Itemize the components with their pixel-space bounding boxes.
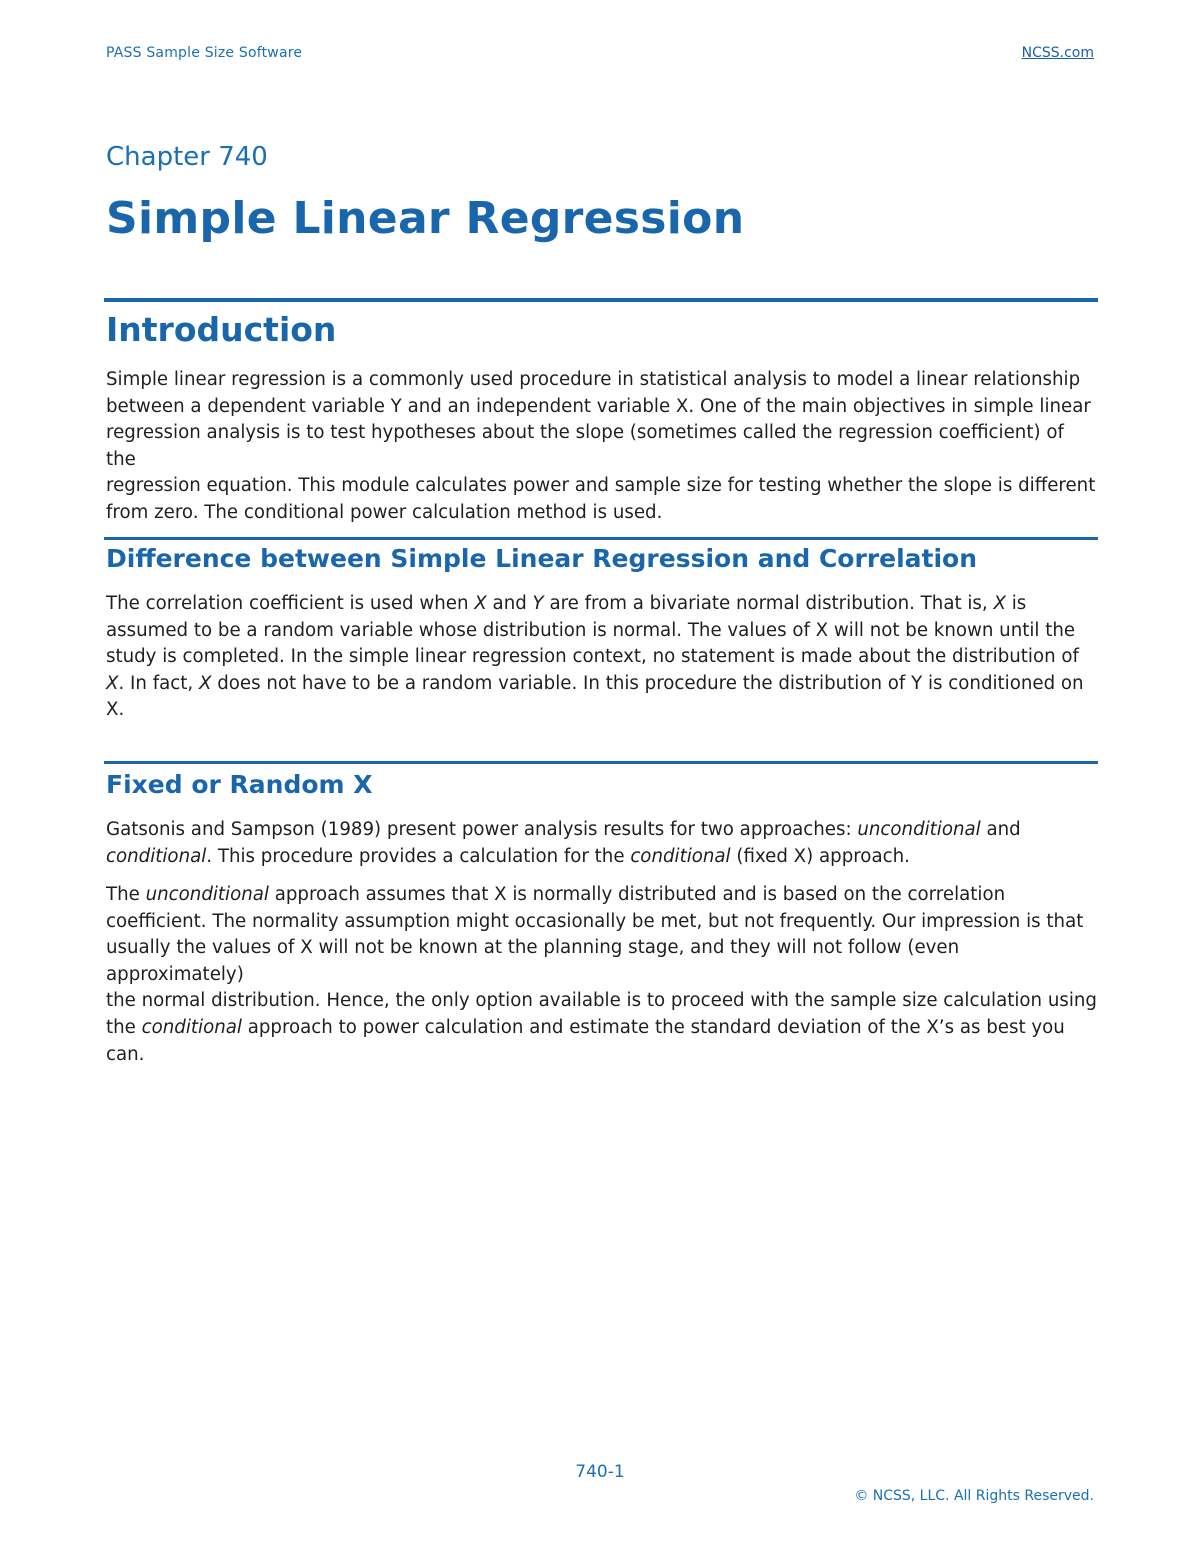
section-heading-fixed-or-random: Fixed or Random X	[106, 770, 373, 799]
chapter-number: Chapter 740	[106, 142, 268, 172]
text-line: regression analysis is to test hypotheses about the slope (sometimes called the regression coefficient) of the	[106, 422, 1064, 470]
text-line: X. In fact, X does not have to be a random variable. In this procedure the distribution of Y is conditioned on	[106, 672, 1084, 694]
text-line: conditional. This procedure provides a calculation for the conditional (fixed X) approach.	[106, 845, 910, 867]
section-divider	[104, 761, 1098, 764]
text-line: from zero. The conditional power calculation method is used.	[106, 501, 663, 523]
text-line: regression equation. This module calculates power and sample size for testing whether the slope is different	[106, 475, 1096, 497]
text-line: usually the values of X will not be known at the planning stage, and they will not follow (even approximately)	[106, 937, 960, 985]
text-line: Simple linear regression is a commonly used procedure in statistical analysis to model a linear relationship	[106, 369, 1081, 390]
section-heading-introduction: Introduction	[106, 310, 337, 349]
copyright-notice: © NCSS, LLC. All Rights Reserved.	[854, 1488, 1094, 1504]
text-line: assumed to be a random variable whose distribution is normal. The values of X will not be known until the	[106, 619, 1076, 641]
text-line: coefficient. The normality assumption might occasionally be met, but not frequently. Our impression is that	[106, 910, 1084, 932]
fixed-paragraph-1	[106, 817, 1098, 870]
header-site-link[interactable]: NCSS.com	[1021, 45, 1094, 61]
section-divider	[104, 537, 1098, 540]
fixed-paragraph-2	[106, 882, 1098, 1068]
text-line: the normal distribution. Hence, the only option available is to proceed with the sample size calculation using	[106, 990, 1097, 1012]
text-line: X.	[106, 699, 125, 721]
header-product-name: PASS Sample Size Software	[106, 45, 303, 61]
difference-paragraph	[106, 591, 1098, 724]
section-divider	[104, 298, 1098, 302]
text-line: between a dependent variable Y and an independent variable X. One of the main objectives in simple linear	[106, 395, 1091, 417]
text-line: Gatsonis and Sampson (1989) present power analysis results for two approaches: unconditional and	[106, 819, 1021, 840]
text-line: the conditional approach to power calculation and estimate the standard deviation of the X’s as best you	[106, 1016, 1065, 1038]
page-title: Simple Linear Regression	[106, 193, 745, 244]
page-number: 740-1	[575, 1462, 625, 1482]
text-line: study is completed. In the simple linear regression context, no statement is made about the distribution of	[106, 646, 1079, 668]
text-line: can.	[106, 1043, 145, 1065]
text-line: The unconditional approach assumes that X is normally distributed and is based on the correlation	[106, 884, 1006, 905]
text-line: The correlation coefficient is used when X and Y are from a bivariate normal distribution. That is, X is	[106, 593, 1027, 614]
intro-paragraph	[106, 367, 1098, 527]
section-heading-difference: Difference between Simple Linear Regression and Correlation	[106, 544, 978, 573]
